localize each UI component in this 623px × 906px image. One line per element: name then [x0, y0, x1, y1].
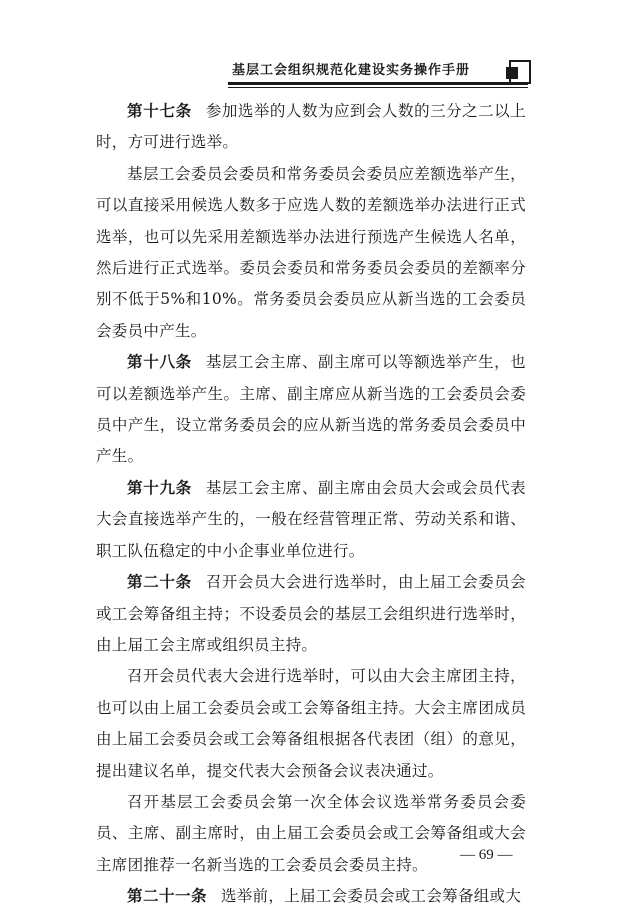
running-header-title: 基层工会组织规范化建设实务操作手册: [232, 63, 471, 78]
paragraph-text: 召开基层工会委员会第一次全体会议选举常务委员会委员、主席、副主席时，由上届工会委员会或工会筹备组或大会主席团推荐一名新当选的工会委员会委员主持。: [96, 792, 526, 874]
article-number: 第十七条: [127, 102, 192, 120]
header-rule-thick: [228, 82, 528, 85]
header-rule-thin: [228, 87, 528, 88]
paragraph-text: 基层工会委员会委员和常务委员会委员应差额选举产生，可以直接采用候选人数多于应选人数的差额选举办法进行正式选举，也可以先采用差额选举办法进行预选产生候选人名单，然后进行正式选举。委员会委员和常务委员会委员的差额率分别不低于5%和10%。常务委员会委员应从新当选的工会委员会委员中产生。: [96, 164, 526, 340]
paragraph-text: 基层工会主席、副主席由会员大会或会员代表大会直接选举产生的，一般在经营管理正常、劳动关系和谐、职工队伍稳定的中小企事业单位进行。: [96, 478, 526, 560]
header-corner-box-filled: [506, 67, 518, 79]
paragraph-text: 选举前，上届工会委员会或工会筹备组或大: [220, 887, 522, 906]
paragraph-article-20-cont-2: [96, 787, 526, 881]
article-number: 第十八条: [127, 353, 192, 372]
paragraph-text: 参加选举的人数为应到会人数的三分之二以上时，方可进行选举。: [96, 102, 526, 152]
paragraph-article-18: [96, 347, 526, 473]
page-number: — 69 —: [460, 847, 513, 863]
paragraph-text: 召开会员大会进行选举时，由上届工会委员会或工会筹备组主持；不设委员会的基层工会组织进行选举时，由上届工会主席或组织员主持。: [96, 573, 526, 654]
body-text: [96, 96, 526, 906]
article-number: 第二十一条: [127, 887, 208, 906]
paragraph-article-19: [96, 473, 526, 567]
paragraph-article-21: [96, 881, 526, 906]
paragraph-text: 召开会员代表大会进行选举时，可以由大会主席团主持，也可以由上届工会委员会或工会筹备组主持。大会主席团成员由上届工会委员会或工会筹备组根据各代表团（组）的意见，提出建议名单，提交代表大会预备会议表决通过。: [96, 667, 526, 780]
paragraph-article-20-cont-1: [96, 661, 526, 787]
paragraph-article-17-cont: [96, 159, 526, 347]
paragraph-article-17: [96, 96, 526, 159]
paragraph-article-20: [96, 567, 526, 661]
paragraph-text: 基层工会主席、副主席可以等额选举产生，也可以差额选举产生。主席、副主席应从新当选的工会委员会委员中产生，设立常务委员会的应从新当选的常务委员会委员中产生。: [96, 353, 526, 466]
article-number: 第二十条: [127, 573, 192, 592]
article-number: 第十九条: [127, 478, 192, 497]
